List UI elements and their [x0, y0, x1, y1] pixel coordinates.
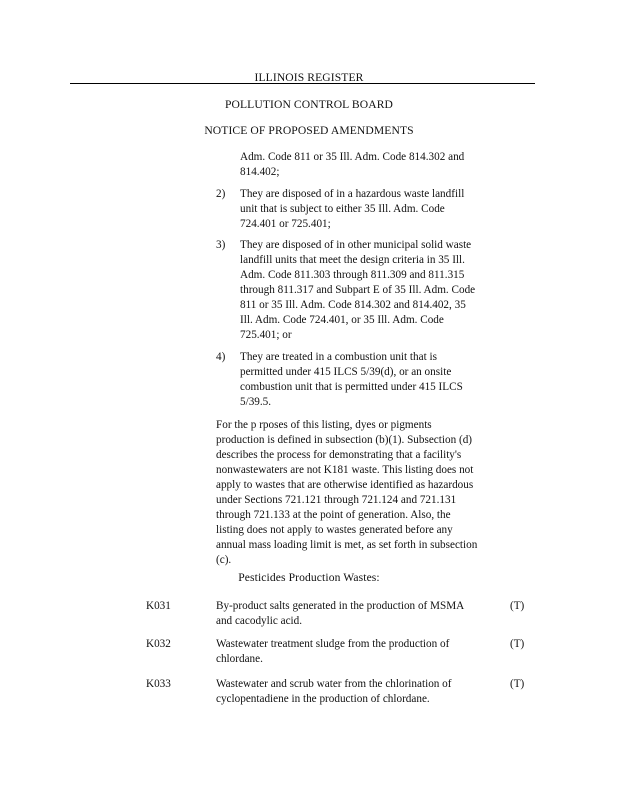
item-text: They are treated in a combustion unit that is permitted under 415 ILCS 5/39(d), or an onsite combustion unit that is permitted under 415 ILCS 5/39.5.	[240, 351, 463, 408]
item-text: They are disposed of in other municipal solid waste landfill units that meet the design criteria in 35 Ill. Adm. Code 811.303 through 811.309 and 811.315 through 811.317 and Subpart E of 35 Ill. Adm. Code 811 or 35 Ill. Adm. Code 814.302 and 814.402, 35 Ill. Adm. Code 724.401, or 35 Ill. Adm. Code 725.401; or	[240, 239, 476, 341]
item-number: 4)	[216, 351, 226, 363]
hazard-code: (T)	[510, 600, 525, 612]
item-text: They are disposed of in a hazardous waste landfill unit that is subject to either 35 Ill. Adm. Code 724.401 or 725.401;	[240, 188, 465, 230]
hazard-code: (T)	[510, 638, 525, 650]
item-number: 2)	[216, 188, 226, 200]
section-heading: Pesticides Production Wastes:	[238, 571, 380, 584]
notice-title: NOTICE OF PROPOSED AMENDMENTS	[204, 124, 414, 137]
board-title: POLLUTION CONTROL BOARD	[224, 98, 394, 111]
waste-code: K031	[146, 600, 171, 612]
waste-description: Wastewater and scrub water from the chlorination of cyclopentadiene in the production of chlordane.	[216, 678, 452, 705]
waste-description: Wastewater treatment sludge from the production of chlordane.	[216, 638, 450, 665]
listing-paragraph: For the p rposes of this listing, dyes or pigments production is defined in subsection (b)(1). Subsection (d) describes the process for demonstrating that a facility's nonwastewaters are not K181 waste. This listing does not apply to wastes that are otherwise identified as hazardous under Sections 721.121 through 721.124 and 721.131 through 721.133 at the point of generation. Also, the listing does not apply to wastes generated before any annual mass loading limit is met, as set forth in subsection (c).	[216, 419, 478, 566]
hazard-code: (T)	[510, 678, 525, 690]
waste-description: By-product salts generated in the production of MSMA and cacodylic acid.	[216, 600, 465, 627]
waste-code: K032	[146, 638, 171, 650]
register-title: ILLINOIS REGISTER	[254, 71, 364, 84]
continuation-text: Adm. Code 811 or 35 Ill. Adm. Code 814.302 and 814.402;	[240, 151, 465, 178]
item-number: 3)	[216, 239, 226, 251]
waste-code: K033	[146, 678, 171, 690]
